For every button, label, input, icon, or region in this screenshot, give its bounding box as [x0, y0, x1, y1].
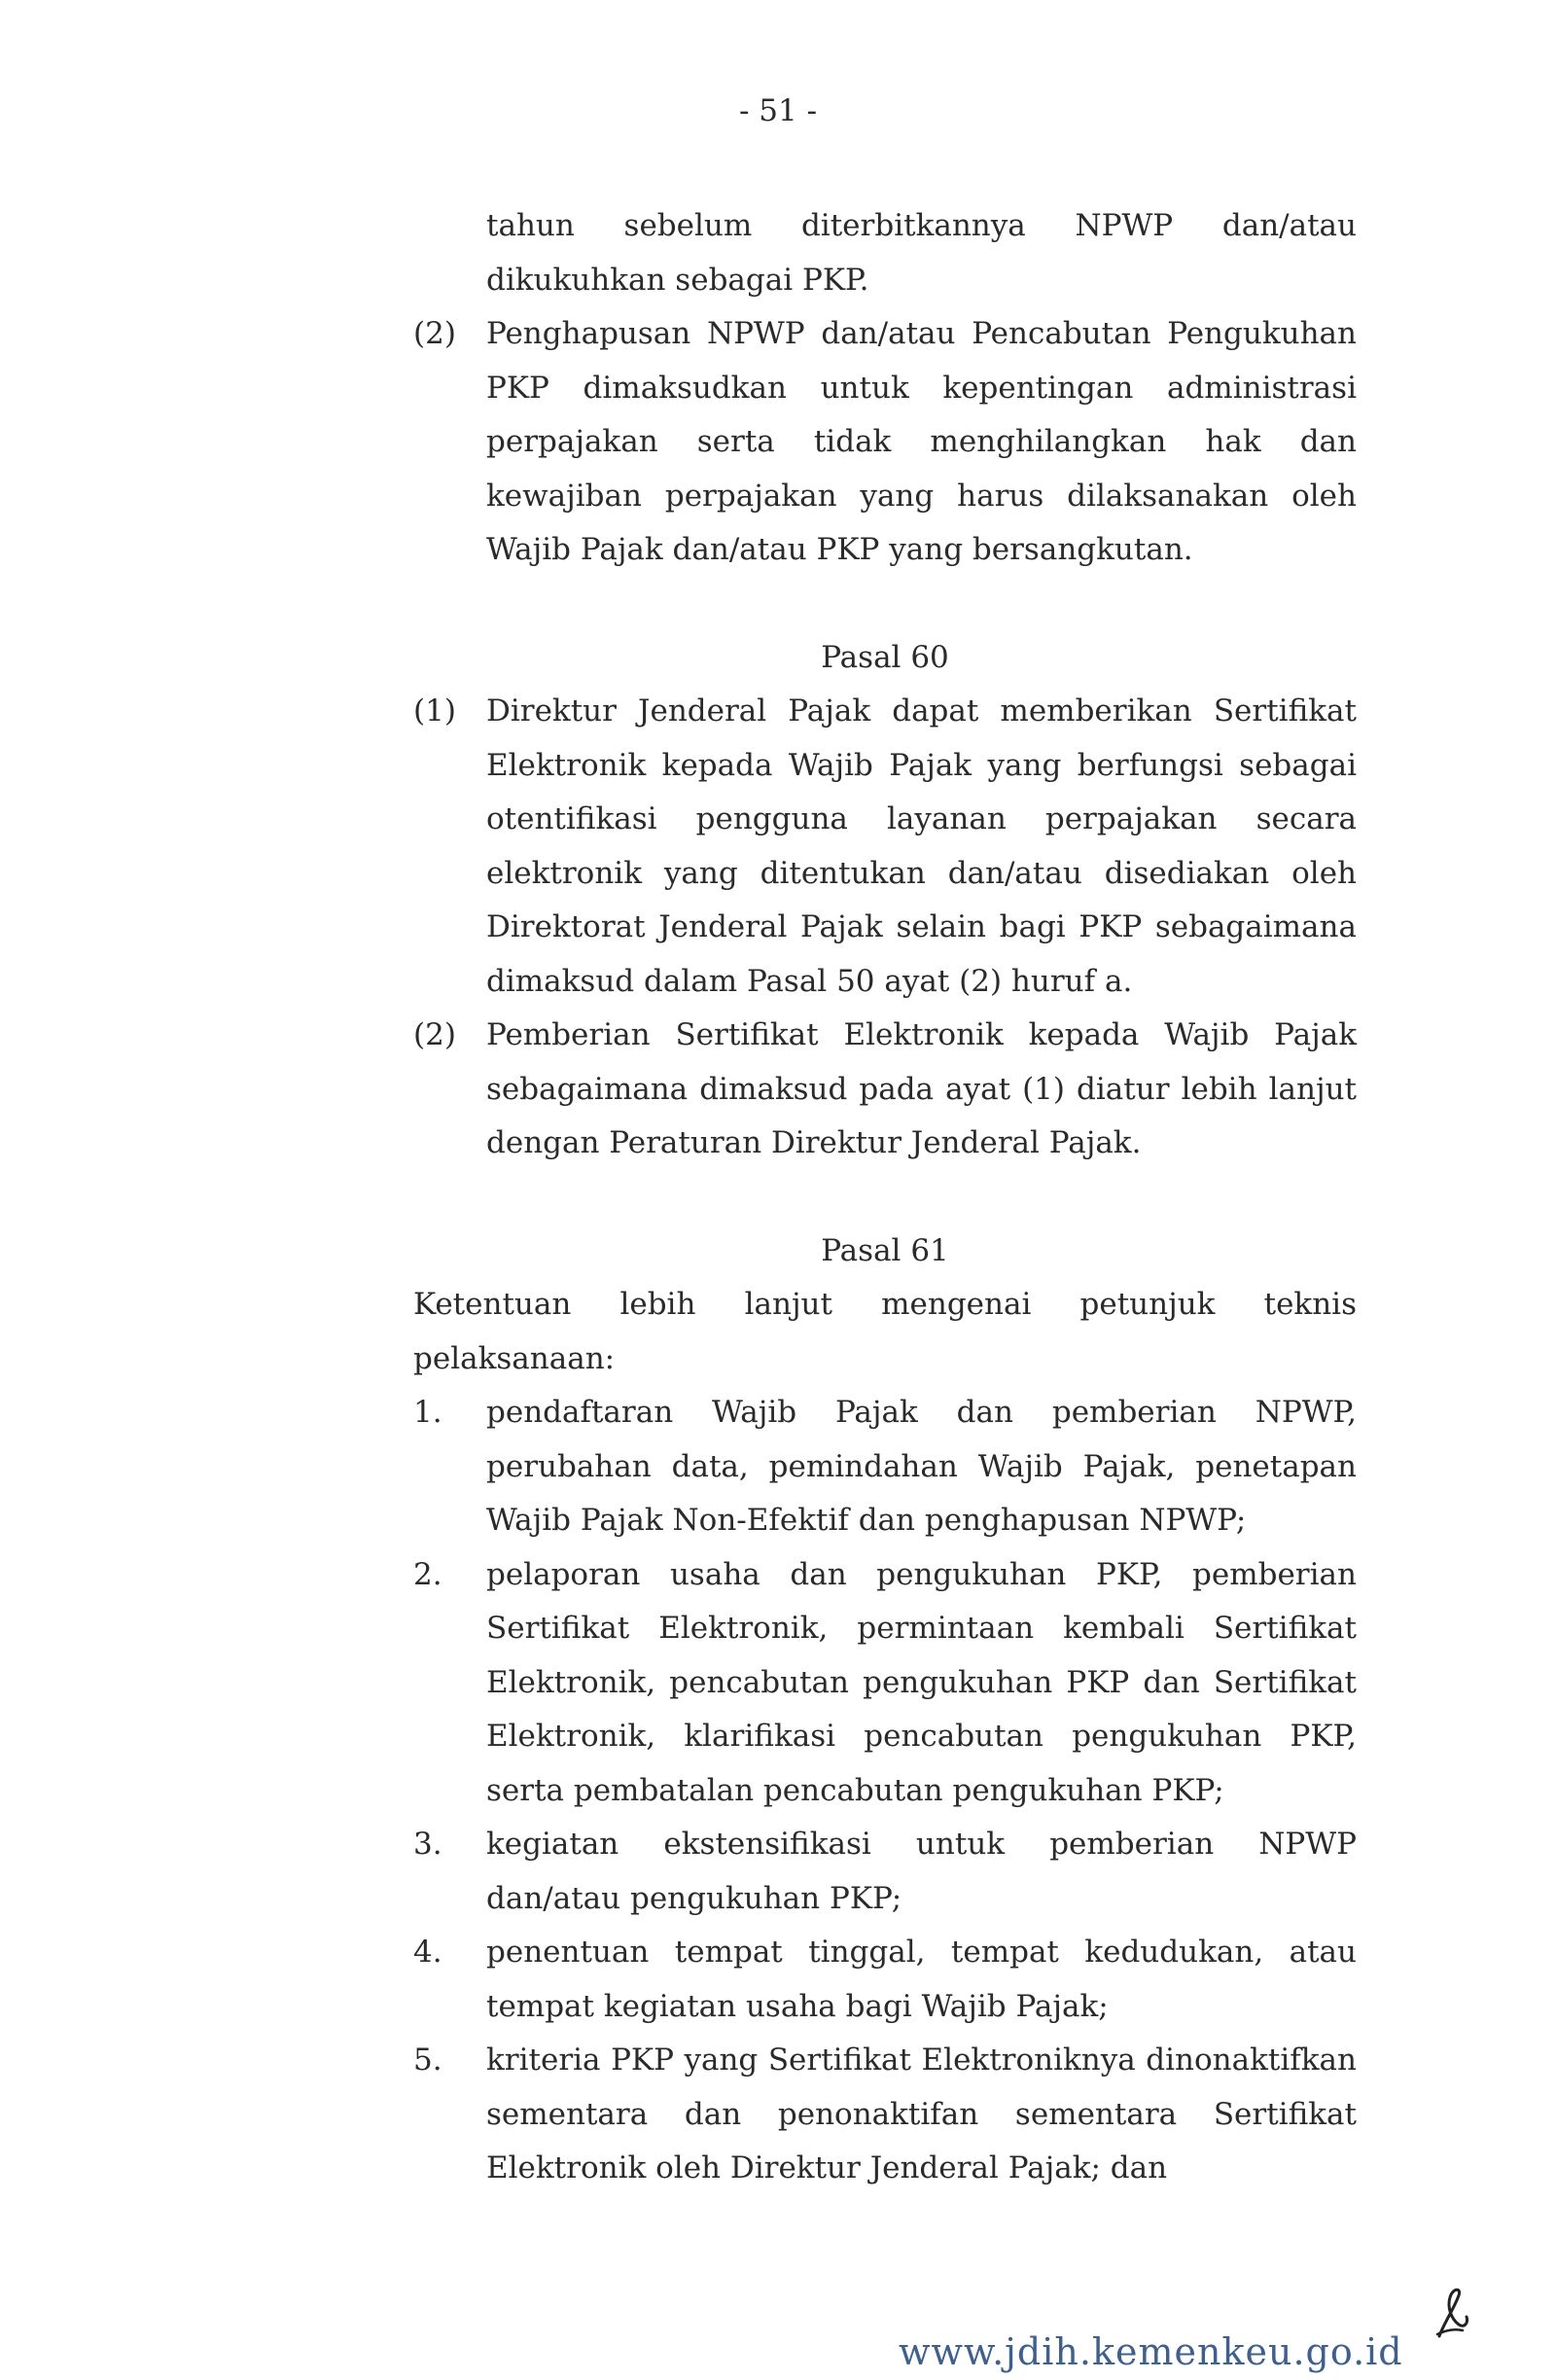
- pasal-61-item-5: [413, 2034, 1357, 2196]
- pasal-61-item-number: 3.: [413, 1827, 442, 1862]
- pasal-60-item-1: [413, 685, 1357, 1009]
- handwritten-initial-icon: [1430, 2286, 1472, 2340]
- pasal-61-item-text: penentuan tempat tinggal, tempat kedudukan, atau tempat kegiatan usaha bagi Wajib Pajak;: [486, 1935, 1357, 2024]
- pasal-61-item-text: pelaporan usaha dan pengukuhan PKP, pemberian Sertifikat Elektronik, permintaan kembali Sertifikat Elektronik, pencabutan pengukuhan PKP dan Sertifikat Elektronik, klarifikasi pencabutan pengukuhan PKP, serta pembatalan pencabutan pengukuhan PKP;: [486, 1556, 1357, 1808]
- pasal-61-item-1: [413, 1386, 1357, 1548]
- intro-item-number: (2): [413, 316, 456, 351]
- pasal-61-item-number: 5.: [413, 2043, 442, 2078]
- pasal-61-item-number: 2.: [413, 1556, 442, 1592]
- intro-item-text: Penghapusan NPWP dan/atau Pencabutan Pengukuhan PKP dimaksudkan untuk kepentingan administrasi perpajakan serta tidak menghilangkan hak dan kewajiban perpajakan yang harus dilaksanakan oleh Wajib Pajak dan/atau PKP yang bersangkutan.: [486, 316, 1357, 567]
- pasal-61-intro: Ketentuan lebih lanjut mengenai petunjuk teknis pelaksanaan:: [413, 1287, 1357, 1376]
- pasal-61-item-2: [413, 1548, 1357, 1819]
- document-body: [413, 199, 1357, 2196]
- pasal-60-item-number: (2): [413, 1017, 456, 1052]
- continuation-text: tahun sebelum diterbitkannya NPWP dan/atau dikukuhkan sebagai PKP.: [486, 208, 1357, 298]
- pasal-61-item-number: 4.: [413, 1935, 442, 1970]
- pasal-61-item-text: kriteria PKP yang Sertifikat Elektroniknya dinonaktifkan sementara dan penonaktifan sementara Sertifikat Elektronik oleh Direktur Jenderal Pajak; dan: [486, 2043, 1357, 2185]
- pasal-61-item-3: [413, 1818, 1357, 1926]
- pasal-60-heading: Pasal 60: [821, 639, 949, 675]
- jdih-website-link[interactable]: www.jdih.kemenkeu.go.id: [899, 2330, 1403, 2373]
- pasal-60-item-number: (1): [413, 693, 456, 728]
- pasal-61-item-text: kegiatan ekstensifikasi untuk pemberian NPWP dan/atau pengukuhan PKP;: [486, 1827, 1357, 1916]
- page-number: - 51 -: [738, 93, 818, 128]
- pasal-61-item-number: 1.: [413, 1395, 442, 1430]
- pasal-60-item-2: [413, 1009, 1357, 1171]
- pasal-61-item-4: [413, 1926, 1357, 2034]
- intro-item-2: [413, 307, 1357, 578]
- pasal-60-item-text: Direktur Jenderal Pajak dapat memberikan Sertifikat Elektronik kepada Wajib Pajak yang berfungsi sebagai otentifikasi pengguna layanan perpajakan secara elektronik yang ditentukan dan/atau disediakan oleh Direktorat Jenderal Pajak selain bagi PKP sebagaimana dimaksud dalam Pasal 50 ayat (2) huruf a.: [486, 693, 1357, 999]
- pasal-61-item-text: pendaftaran Wajib Pajak dan pemberian NPWP, perubahan data, pemindahan Wajib Pajak, penetapan Wajib Pajak Non-Efektif dan penghapusan NPWP;: [486, 1395, 1357, 1538]
- pasal-60-item-text: Pemberian Sertifikat Elektronik kepada Wajib Pajak sebagaimana dimaksud pada ayat (1) diatur lebih lanjut dengan Peraturan Direktur Jenderal Pajak.: [486, 1017, 1357, 1160]
- pasal-61-heading: Pasal 61: [821, 1232, 949, 1268]
